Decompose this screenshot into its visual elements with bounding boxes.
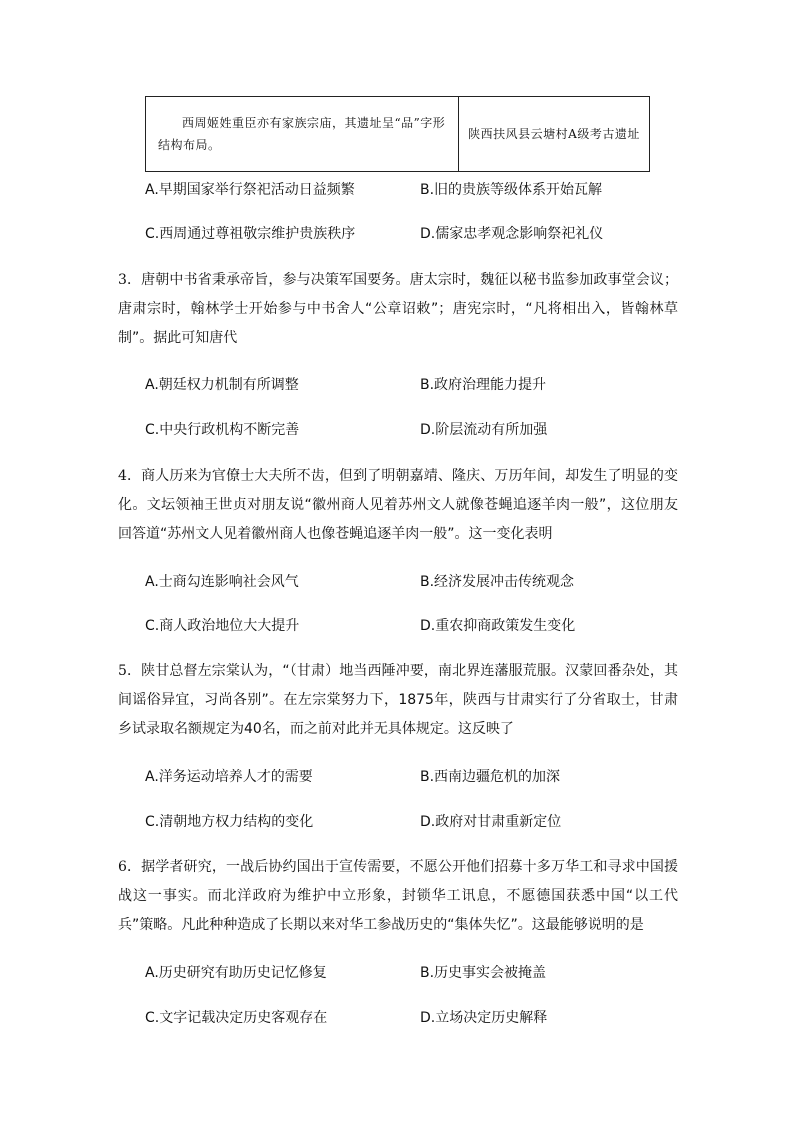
q5-option-b: B.西南边疆危机的加深 [420,769,561,785]
q6-option-c: C.文字记载决定历史客观存在 [145,1010,328,1026]
q3-option-d: D.阶层流动有所加强 [420,422,548,438]
question-6 [118,853,678,940]
q6-option-d: D.立场决定历史解释 [420,1010,548,1026]
table-row [146,97,650,172]
q4-option-d: D.重农抑商政策发生变化 [420,618,576,634]
q5-option-d: D.政府对甘肃重新定位 [420,814,562,830]
question-number: 4． [118,468,142,484]
question-number: 6． [118,859,142,875]
question-number: 3． [118,272,142,288]
question-5 [118,657,678,744]
q3-option-a: A.朝廷权力机制有所调整 [145,377,299,393]
q4-option-c: C.商人政治地位大大提升 [145,618,300,634]
question-text: 唐朝中书省秉承帝旨，参与决策军国要务。唐太宗时，魏征以秘书监参加政事堂会议；唐肃宗时，翰林学士开始参与中书舍人“公章诏敕”；唐宪宗时，“凡将相出入，皆翰林草制”。据此可知唐代 [118,272,678,346]
q3-option-b: B.政府治理能力提升 [420,377,547,393]
q2-option-c: C.西周通过尊祖敬宗维护贵族秩序 [145,226,356,242]
table-cell-right: 陕西扶风县云塘村A级考古遗址 [459,97,650,172]
question-text: 商人历来为官僚士大夫所不齿，但到了明朝嘉靖、隆庆、万历年间，却发生了明显的变化。文坛领袖王世贞对朋友说“徽州商人见着苏州文人就像苍蝇追逐羊肉一般”，这位朋友回答道“苏州文人见着徽州商人也像苍蝇追逐羊肉一般”。这一变化表明 [118,468,678,542]
q5-option-c: C.清朝地方权力结构的变化 [145,814,314,830]
q2-option-a: A.早期国家举行祭祀活动日益频繁 [145,182,355,198]
source-table [145,96,650,172]
q3-option-c: C.中央行政机构不断完善 [145,422,300,438]
q5-option-a: A.洋务运动培养人才的需要 [145,769,313,785]
question-3 [118,266,678,353]
q2-option-d: D.儒家忠孝观念影响祭祀礼仪 [420,226,604,242]
q6-option-a: A.历史研究有助历史记忆修复 [145,965,327,981]
table-cell-left: 西周姬姓重臣亦有家族宗庙，其遗址呈“品”字形结构布局。 [146,97,459,172]
q4-option-b: B.经济发展冲击传统观念 [420,574,575,590]
q6-option-b: B.历史事实会被掩盖 [420,965,547,981]
question-4 [118,462,678,549]
question-number: 5． [118,663,142,679]
question-text: 据学者研究，一战后协约国出于宣传需要，不愿公开他们招募十多万华工和寻求中国援战这一事实。而北洋政府为维护中立形象，封锁华工讯息，不愿德国获悉中国“以工代兵”策略。凡此种种造成了长期以来对华工参战历史的“集体失忆”。这最能够说明的是 [118,859,678,933]
q2-option-b: B.旧的贵族等级体系开始瓦解 [420,182,603,198]
question-text: 陕甘总督左宗棠认为，“（甘肃）地当西陲冲要，南北界连藩服荒服。汉蒙回番杂处，其间谣俗异宜，习尚各别”。在左宗棠努力下，1875年，陕西与甘肃实行了分省取士，甘肃乡试录取名额规定为40名，而之前对此并无具体规定。这反映了 [118,663,678,737]
q4-option-a: A.士商勾连影响社会风气 [145,574,299,590]
